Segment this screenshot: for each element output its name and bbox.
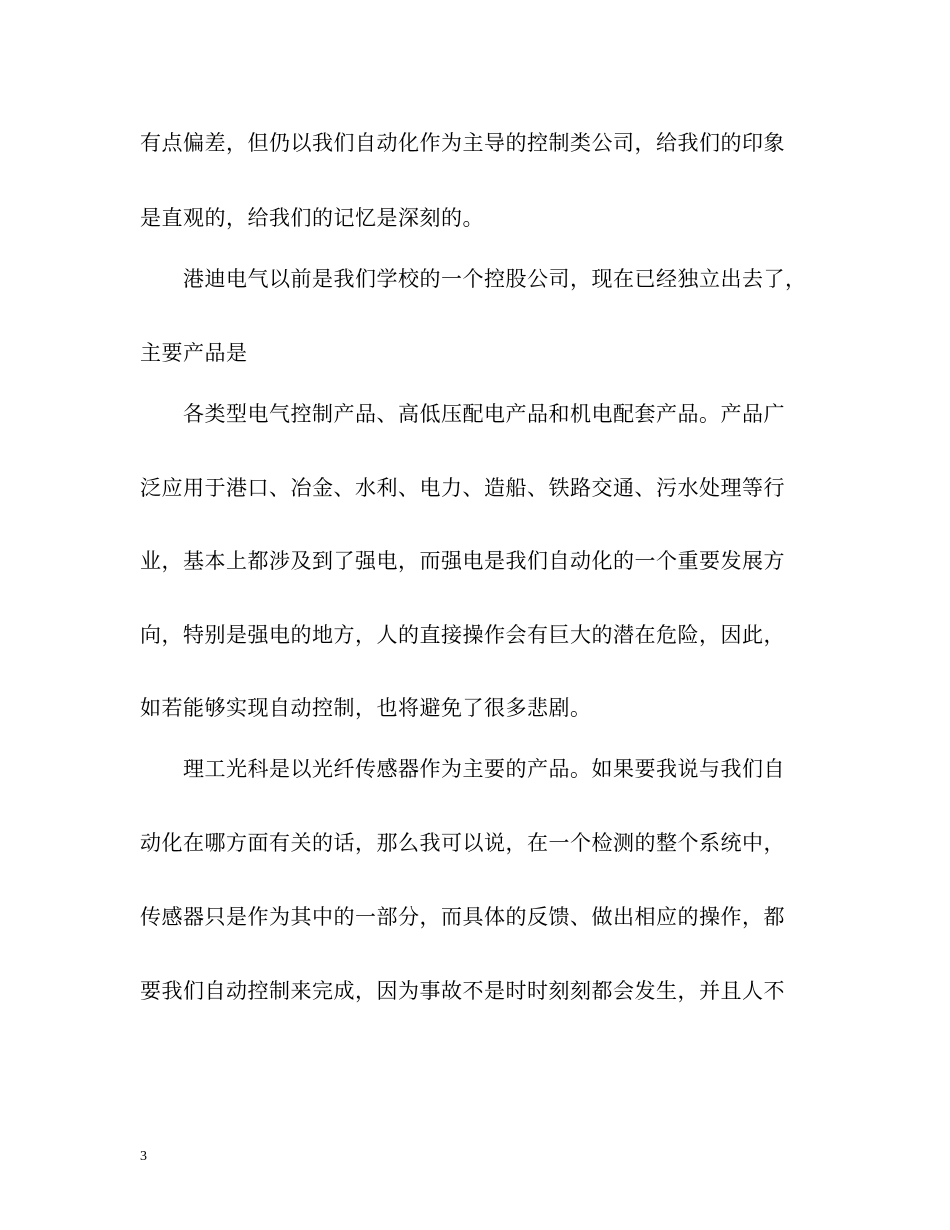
text-line: 传感器只是作为其中的一部分，而具体的反馈、做出相应的操作，都 (140, 905, 785, 929)
text-line: 是直观的，给我们的记忆是深刻的。 (140, 206, 484, 230)
text-line: 理工光科是以光纤传感器作为主要的产品。如果要我说与我们自 (183, 757, 785, 781)
text-line: 业，基本上都涉及到了强电，而强电是我们自动化的一个重要发展方 (140, 549, 785, 573)
text-line: 港迪电气以前是我们学校的一个控股公司，现在已经独立出去了， (183, 267, 807, 291)
text-line: 泛应用于港口、冶金、水利、电力、造船、铁路交通、污水处理等行 (140, 476, 785, 500)
page-number: 3 (140, 1149, 147, 1164)
text-line: 如若能够实现自动控制，也将避免了很多悲剧。 (140, 696, 592, 720)
text-line: 各类型电气控制产品、高低压配电产品和机电配套产品。产品广 (183, 402, 785, 426)
text-line: 向，特别是强电的地方，人的直接操作会有巨大的潜在危险，因此， (140, 623, 785, 647)
text-line: 要我们自动控制来完成，因为事故不是时时刻刻都会发生，并且人不 (140, 979, 785, 1003)
text-line: 动化在哪方面有关的话，那么我可以说，在一个检测的整个系统中， (140, 831, 785, 855)
text-line: 主要产品是 (140, 341, 248, 365)
text-line: 有点偏差，但仍以我们自动化作为主导的控制类公司，给我们的印象 (140, 131, 785, 155)
